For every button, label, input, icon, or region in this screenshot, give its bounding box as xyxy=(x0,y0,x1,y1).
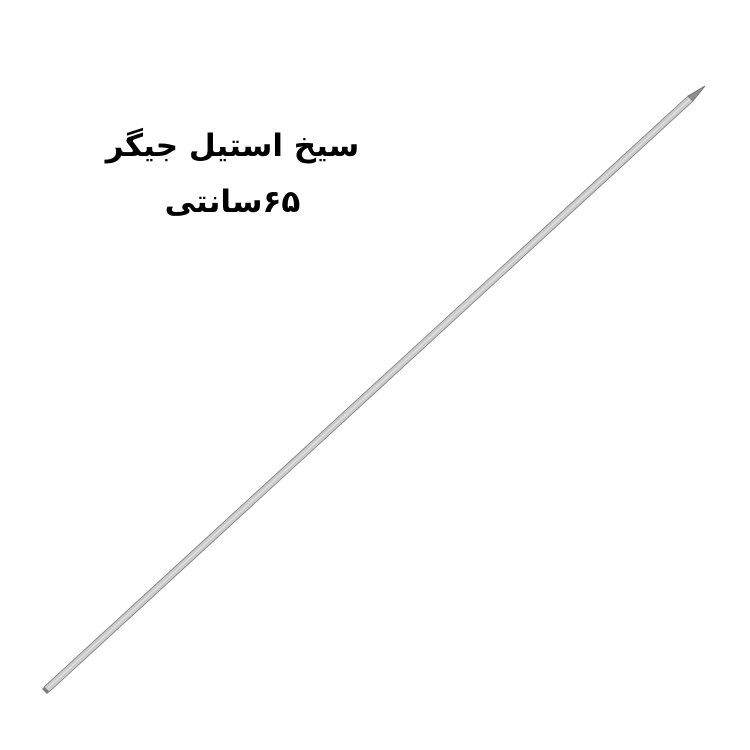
skewer-highlight xyxy=(48,99,690,688)
product-title-line-2: ۶۵سانتی xyxy=(164,184,301,220)
skewer-tip xyxy=(688,86,705,101)
product-title-line-1: سیخ استیل جیگر xyxy=(105,128,360,164)
